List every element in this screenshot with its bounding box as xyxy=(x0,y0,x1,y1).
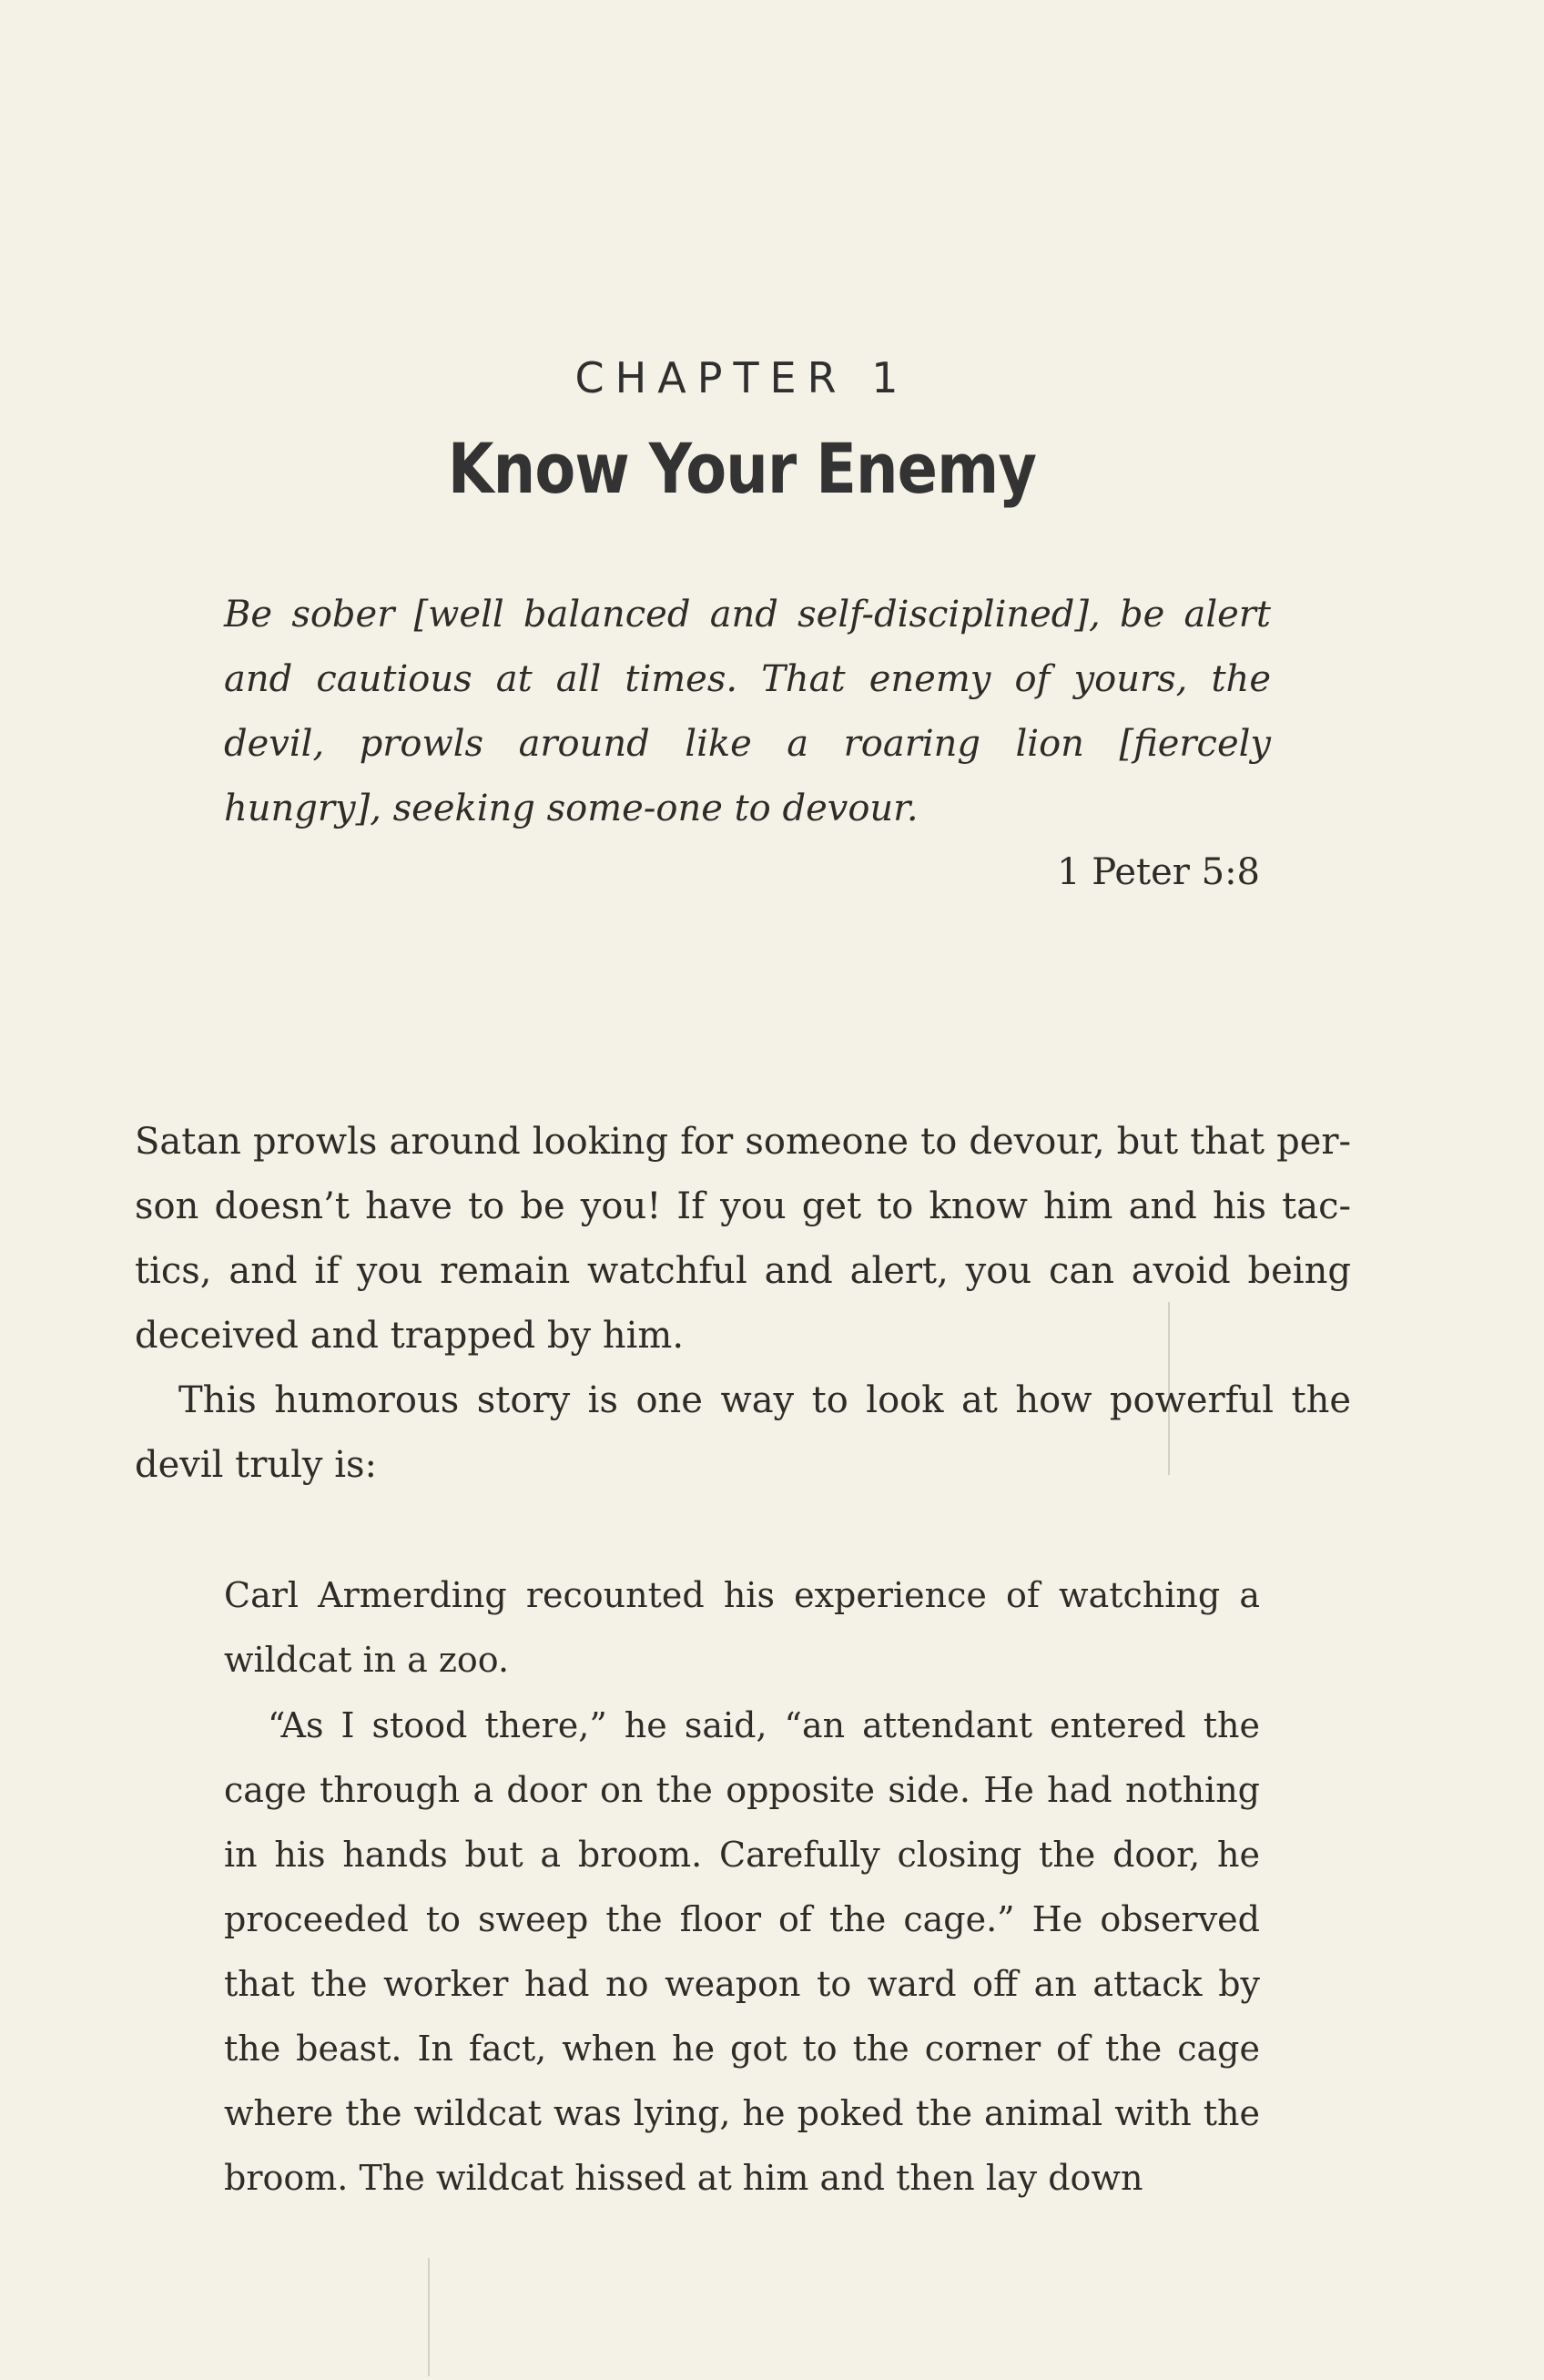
block-quote-paragraph: Carl Armerding recounted his experience of watching a wildcat in a zoo. xyxy=(224,1575,1260,1680)
block-quote-paragraph: “As I stood there,” he said, “an attendant entered the cage through a door on the opposite side. He had nothing in his hands but a broom. Carefully closing the door, he proceeded to sweep the floor of the cage.” He observed that the worker had no weapon to ward off an attack by the beast. In fact, when he got to the corner of the cage where the wildcat was lying, he poked the animal with the broom. The wildcat hissed at him and then lay down xyxy=(224,1705,1260,2198)
epigraph-reference: 1 Peter 5:8 xyxy=(1057,851,1260,893)
scan-mark xyxy=(428,2258,430,2376)
epigraph-text: Be sober [well balanced and self-disciplined], be alert and cautious at all times. That enemy of yours, the devil, prowls around like a roaring lion [fiercely hungry], seeking some-one to devour. xyxy=(224,594,1271,829)
chapter-title: Know Your Enemy xyxy=(447,428,1037,509)
body-paragraph: Satan prowls around looking for someone to devour, but that per-son doesn’t have to be you! If you get to know him and his tac-tics, and if you remain watchful and alert, you can avoid being deceived and trapped by him. xyxy=(135,1121,1351,1357)
body-paragraph: This humorous story is one way to look at how powerful the devil truly is: xyxy=(135,1379,1351,1486)
scan-mark xyxy=(1168,1302,1170,1475)
chapter-label: CHAPTER 1 xyxy=(574,353,909,402)
